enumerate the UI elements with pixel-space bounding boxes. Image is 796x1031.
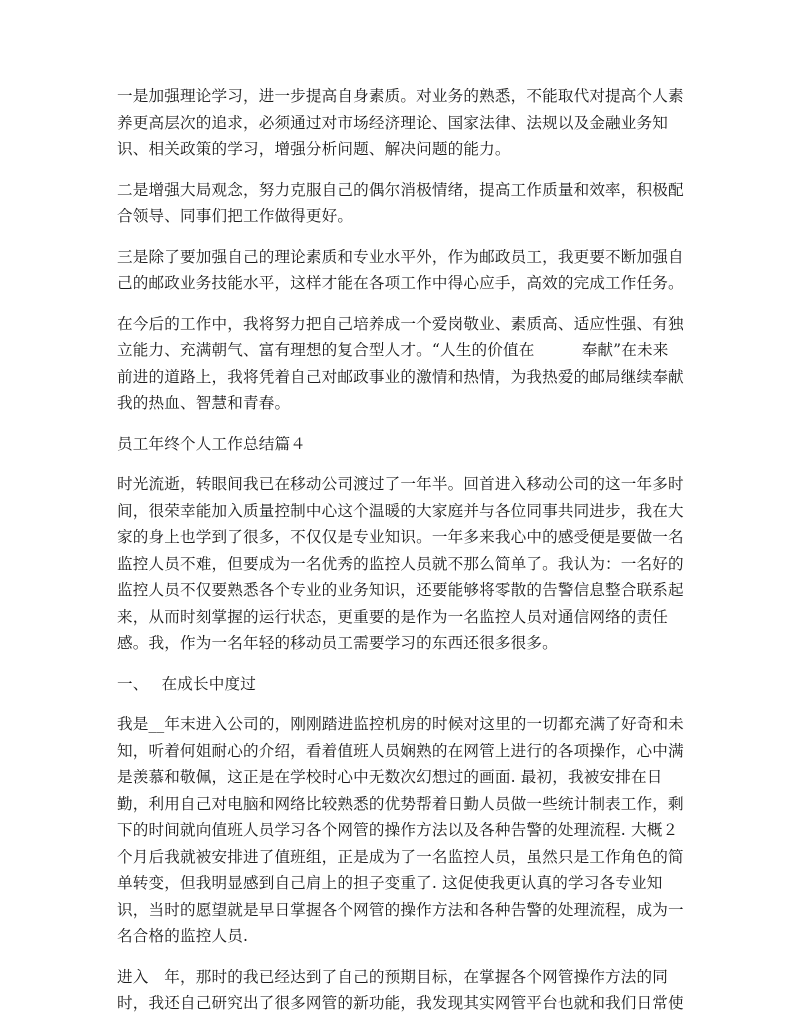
paragraph <box>117 311 682 417</box>
text-line: 立能力、充满朝气、富有理想的复合型人才。“人生的价值在 奉献”在未来 <box>117 341 669 359</box>
document-page <box>117 83 682 1031</box>
paragraph <box>117 471 682 657</box>
text-line: 下的时间就向值班人员学习各个网管的操作方法以及各种告警的处理流程. 大概２ <box>117 821 679 839</box>
text-line: 养更高层次的追求，必须通过对市场经济理论、国家法律、法规以及金融业务知 <box>117 113 669 132</box>
paragraph <box>117 964 682 1017</box>
text-line: 时光流逝，转眼间我已在移动公司渡过了一年半。回首进入移动公司的这一年多时 <box>117 475 684 493</box>
text-line: 勤，利用自己对电脑和网络比较熟悉的优势帮着日勤人员做一些统计制表工作，剩 <box>117 794 684 813</box>
text-line: 二是增强大局观念，努力克服自己的偶尔消极情绪，提高工作质量和效率，积极配 <box>117 180 684 199</box>
section-heading: 一、 在成长中度过 <box>117 674 257 693</box>
text-line: 时，我还自己研究出了很多网管的新功能，我发现其实网管平台也就和我们日常使 <box>117 994 684 1012</box>
text-line: 感。我，作为一名年轻的移动员工需要学习的东西还很多很多。 <box>117 634 558 652</box>
text-line: 知，听着何姐耐心的介绍，看着值班人员娴熟的在网管上进行的各项操作，心中满 <box>117 741 684 760</box>
text-line: 一是加强理论学习，进一步提高自身素质。对业务的熟悉，不能取代对提高个人素 <box>117 87 684 105</box>
section-heading: 员工年终个人工作总结篇４ <box>117 434 306 453</box>
text-line: 进入 年，那时的我已经达到了自己的预期目标，在掌握各个网管操作方法的同 <box>117 967 669 986</box>
text-line: 前进的道路上，我将凭着自己对邮政事业的激情和热情，为我热爱的邮局继续奉献 <box>117 367 684 386</box>
text-line: 监控人员不仅要熟悉各个专业的业务知识，还要能够将零散的告警信息整合联系起 <box>117 581 684 599</box>
text-line: 名合格的监控人员. <box>117 927 249 945</box>
text-line: 我的热血、智慧和青春。 <box>117 394 291 412</box>
text-line: 在今后的工作中，我将努力把自己培养成一个爱岗敬业、素质高、适应性强、有独 <box>117 314 684 333</box>
text-line: 家的身上也学到了很多，不仅仅是专业知识。一年多来我心中的感受便是要做一名 <box>117 528 684 546</box>
text-line: 是羡慕和敬佩，这正是在学校时心中无数次幻想过的画面. 最初，我被安排在日 <box>117 768 663 786</box>
text-line: 来，从而时刻掌握的运行状态，更重要的是作为一名监控人员对通信网络的责任 <box>117 607 669 626</box>
paragraph <box>117 711 682 950</box>
text-line: 己的邮政业务技能水平，这样才能在各项工作中得心应手，高效的完成工作任务。 <box>117 274 684 292</box>
text-line: 识，当时的愿望就是早日掌握各个网管的操作方法和各种告警的处理流程，成为一 <box>117 900 684 919</box>
text-line: 识、相关政策的学习，增强分析问题、解决问题的能力。 <box>117 140 511 158</box>
text-line: 监控人员不难，但要成为一名优秀的监控人员就不那么简单了。我认为：一名好的 <box>117 554 684 573</box>
text-line: 合领导、同事们把工作做得更好。 <box>117 207 354 225</box>
text-line: 个月后我就被安排进了值班组，正是成为了一名监控人员，虽然只是工作角色的简 <box>117 847 684 866</box>
text-line: 三是除了要加强自己的理论素质和专业水平外，作为邮政员工，我更要不断加强自 <box>117 247 684 266</box>
text-line: 间，很荣幸能加入质量控制中心这个温暖的大家庭并与各位同事共同进步，我在大 <box>117 501 684 520</box>
text-line: 我是__年末进入公司的，刚刚踏进监控机房的时候对这里的一切都充满了好奇和未 <box>117 715 684 733</box>
paragraph <box>117 83 682 163</box>
paragraph <box>117 177 682 230</box>
paragraph <box>117 244 682 297</box>
text-line: 单转变，但我明显感到自己肩上的担子变重了. 这促使我更认真的学习各专业知 <box>117 874 663 892</box>
